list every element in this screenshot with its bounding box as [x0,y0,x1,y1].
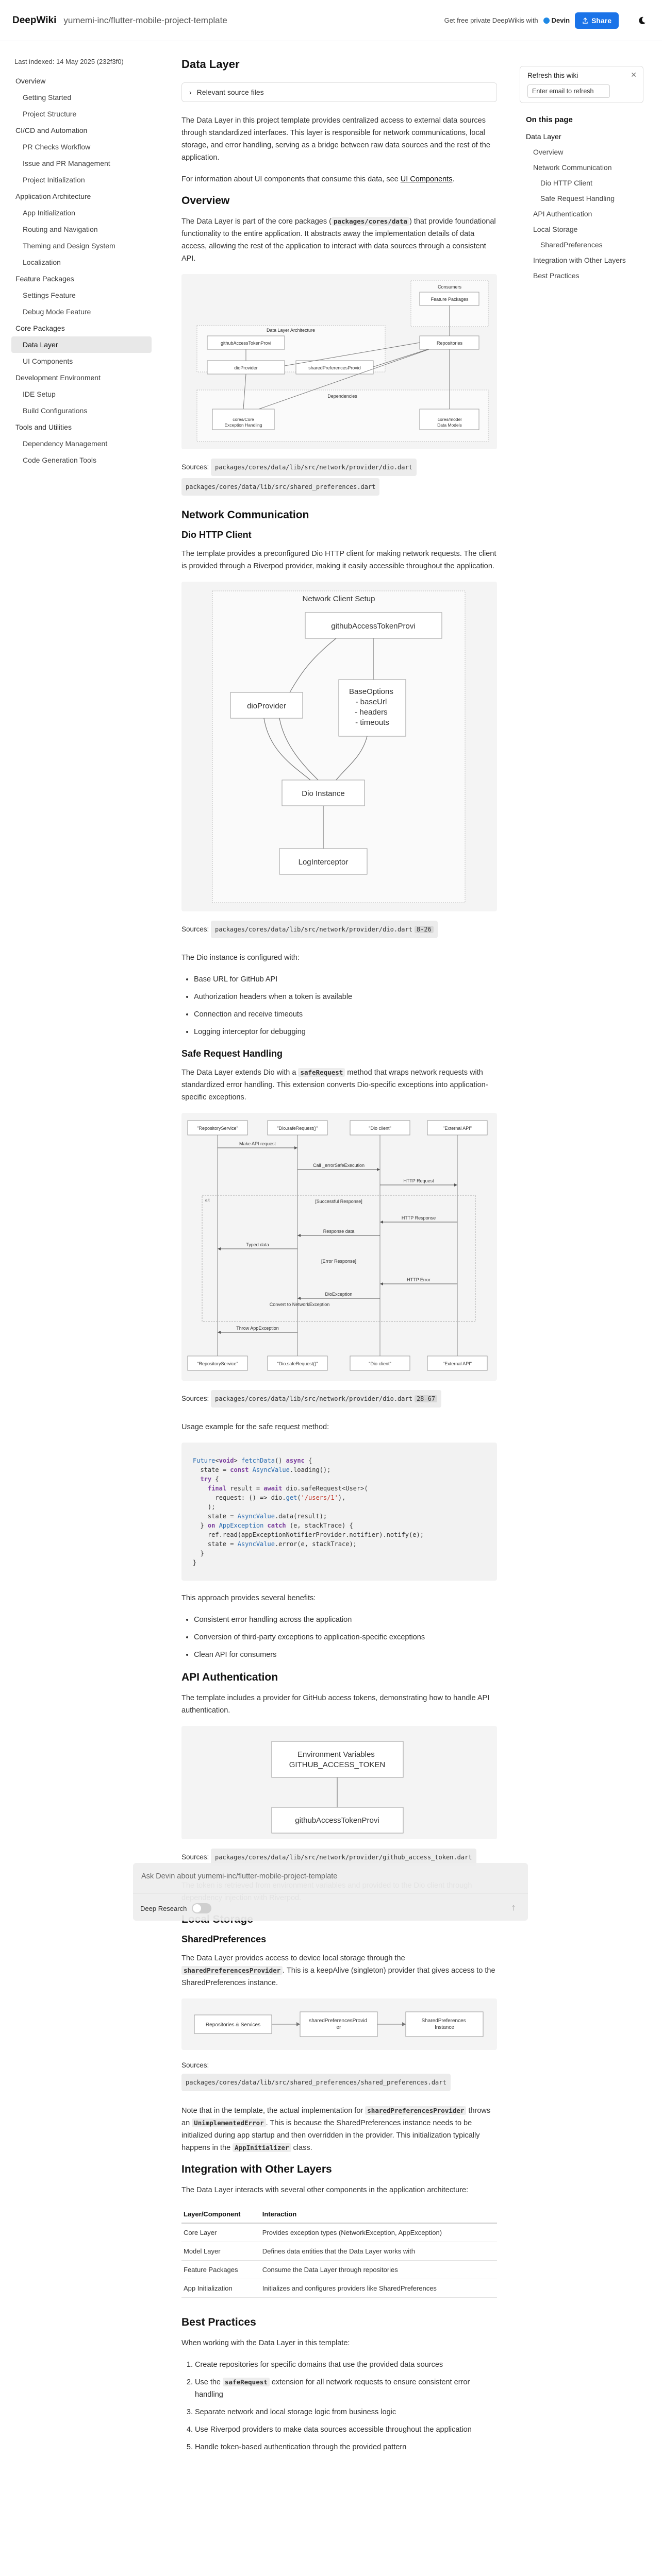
note-code-1: sharedPreferencesProvider [365,2106,466,2115]
deep-research-control [140,1903,211,1913]
list-item: 2. Use the safeRequest extension for all network requests to ensure consistent error handling [195,2376,497,2401]
table-cell: Core Layer [181,2223,260,2242]
table-header: Interaction [260,2206,497,2223]
storage-node-provider: sharedPreferencesProvid er [309,2018,368,2030]
sidebar-item[interactable]: UI Components [23,357,73,365]
overview-text: The Data Layer is part of the core packages ( [181,217,332,226]
note-text: Note that in the template, the actual implementation for [181,2107,366,2115]
seq-actor-bottom: "RepositoryService" [197,1361,238,1366]
diagram-node-cores-core: cores/Core Exception Handling [224,417,262,428]
section-api-auth: API Authentication [181,1671,278,1683]
section-network: Network Communication [181,509,309,521]
list-item: • Conversion of third-party exceptions to application-specific exceptions [194,1631,497,1643]
config-list [194,973,497,1038]
sidebar-item[interactable]: Routing and Navigation [23,225,98,233]
toc-item[interactable]: Dio HTTP Client [540,179,592,187]
refresh-wiki-box [520,66,643,103]
toc-item[interactable]: API Authentication [533,210,592,218]
toc-item[interactable]: SharedPreferences [540,241,603,249]
seq-message: HTTP Error [407,1277,431,1282]
integration-table [181,2206,497,2298]
overview-paragraph [181,215,497,265]
storage-node-instance: SharedPreferences Instance [421,2018,466,2030]
toc-item[interactable]: Overview [533,148,564,156]
sidebar-item[interactable]: Data Layer [11,336,152,353]
safe-text: The Data Layer extends Dio with a [181,1069,299,1077]
toc-item[interactable]: Data Layer [526,132,561,141]
intro2-text: For information about UI components that consume this data, see [181,175,401,183]
brand-logo[interactable]: DeepWiki [12,14,57,26]
network-node-token: githubAccessTokenProvi [331,622,416,631]
seq-actor-top: "External API" [443,1126,472,1131]
sidebar-item[interactable]: Theming and Design System [23,242,115,250]
table-cell: Provides exception types (NetworkException, AppException) [260,2223,497,2242]
storage-diagram [181,1998,497,2050]
sidebar-item[interactable]: Development Environment [15,374,101,382]
note-code-2: UnimplementedError [192,2119,266,2127]
seq-message: HTTP Response [401,1215,436,1221]
repo-name[interactable]: yumemi-inc/flutter-mobile-project-template [63,15,227,25]
network-node-log: LogInterceptor [298,858,349,867]
main-content [181,58,497,2464]
toc-item[interactable]: Safe Request Handling [540,194,615,202]
sidebar-item[interactable]: IDE Setup [23,390,56,398]
safe-paragraph [181,1066,497,1104]
seq-message: Make API request [239,1141,276,1146]
list-item: • Authorization headers when a token is available [194,991,497,1003]
table-row [181,2242,497,2261]
seq-message: Typed data [246,1242,269,1247]
storage-text: The Data Layer provides access to device local storage through the [181,1954,405,1962]
seq-message: Call _errorSafeExecution [312,1163,365,1168]
sidebar-nav [11,73,152,468]
storage-diagram-svg [181,1998,497,2050]
seq-message: [Error Response] [321,1259,357,1264]
benefits-intro: This approach provides several benefits: [181,1594,316,1602]
storage-paragraph [181,1952,497,1989]
table-cell: Feature Packages [181,2261,260,2279]
sidebar-item[interactable]: App Initialization [23,209,75,217]
ask-devin-panel [133,1863,528,1921]
network-client-diagram-svg [181,582,497,911]
seq-message: Throw AppException [236,1326,279,1331]
seq-actor-top: "Dio client" [369,1126,391,1131]
source-chip-range: 8-26 [415,926,434,933]
storage-node-repos: Repositories & Services [205,2022,261,2028]
network-node-base-options: BaseOptions - baseUrl - headers - timeouts [349,687,393,727]
section-shared-prefs: SharedPreferences [181,1934,267,1944]
table-cell: Initializes and configures providers like SharedPreferences [260,2279,497,2298]
diagram-node-cores-model: cores/model Data Models [437,417,462,428]
sidebar-item[interactable]: PR Checks Workflow [23,143,91,151]
table-row [181,2223,497,2242]
overview-sources: Sources: packages/cores/data/lib/src/network/provider/dio.dart packages/cores/data/lib/src/shared_preferences.dart [181,457,497,497]
list-item: • Consistent error handling across the application [194,1614,497,1626]
seq-actor-bottom: "Dio client" [369,1361,391,1366]
chevron-right-icon: › [189,88,192,96]
sequence-diagram-svg [181,1113,497,1381]
sidebar-item[interactable]: Feature Packages [15,275,74,283]
toc-list [526,131,644,281]
note-code-3: AppInitializer [233,2143,291,2152]
source-chip[interactable]: packages/cores/data/lib/src/shared_preferences.dart [181,478,379,496]
section-dio-client: Dio HTTP Client [181,530,252,540]
code-example: Future<void> fetchData() async { state = const AsyncValue.loading(); try { final result = await dio.safeRequest<User>( request: () => dio.get('/users/1'), ); state = AsyncValue.data(result); } on AppException catch (e, stackTrace) { ref.read(appExceptionNotifierProvider.notifier).notify(e); state = AsyncValue.error(e, stackTrace); } } [181,1443,497,1581]
seq-alt-label: alt [205,1198,210,1202]
sidebar-item[interactable]: Settings Feature [23,291,76,299]
list-item: • Logging interceptor for debugging [194,1026,497,1038]
seq-message: Convert to NetworkException [269,1302,330,1307]
note-text-3: . This is because the SharedPreferences instance needs to be initialized during app startup and then overridden in the provider. This initialization typically happens in the [181,2119,480,2152]
source-chip[interactable]: packages/cores/data/lib/src/shared_preferences/shared_preferences.dart [181,2074,451,2091]
sidebar-item[interactable]: Localization [23,258,61,266]
diagram-node-token: githubAccessTokenProvi [220,341,272,346]
sidebar-item[interactable]: Application Architecture [15,192,91,200]
diagram-node-feature-packages: Feature Packages [431,297,469,302]
header-actions [444,12,650,29]
list-item: 5. Handle token-based authentication through the provided pattern [195,2441,497,2453]
intro-link-paragraph: For information about UI components that consume this data, see UI Components. [181,175,455,183]
refresh-email-input[interactable]: Enter email to refresh [527,84,610,98]
table-cell: Consume the Data Layer through repositories [260,2261,497,2279]
note-text-4: class. [291,2144,312,2152]
sidebar-item[interactable]: Project Structure [23,110,77,118]
table-row [181,2261,497,2279]
api-auth-paragraph: The template includes a provider for GitHub access tokens, demonstrating how to handle API authentication. [181,1694,490,1715]
devin-icon [543,18,550,24]
config-intro: The Dio instance is configured with: [181,954,300,962]
seq-actor-top: "Dio.safeRequest()" [277,1126,318,1131]
table-header: Layer/Component [181,2206,260,2223]
overview-text-2: ) that provide foundational functionality to the entire application. It abstracts away the implementation details of data access, allowing the rest of the application to interact with data sources through a consistent API. [181,217,496,263]
dio-paragraph: The template provides a preconfigured Dio HTTP client for making network requests. The client is provided through a Riverpod provider, making it easily accessible throughout the application. [181,550,496,570]
sequence-diagram [181,1113,497,1381]
network-node-dio-provider: dioProvider [247,702,286,710]
storage-note [181,2105,497,2154]
section-integration: Integration with Other Layers [181,2163,332,2175]
storage-code: sharedPreferencesProvider [181,1966,283,1975]
source-chip[interactable] [211,1390,441,1408]
section-overview: Overview [181,195,230,207]
safe-code: safeRequest [298,1068,345,1077]
theme-toggle-button[interactable] [634,13,650,28]
seq-message: [Successful Response] [315,1199,362,1204]
sidebar-item[interactable]: Code Generation Tools [23,456,96,464]
api-auth-diagram-svg [181,1726,497,1839]
sidebar-item[interactable]: CI/CD and Automation [15,126,88,134]
diagram-node-dio-provider: dioProvider [234,365,258,370]
safe-sources: Sources: packages/cores/data/lib/src/network/provider/dio.dart 28-67 [181,1389,497,1409]
close-icon[interactable]: ✕ [631,71,637,79]
devin-label: Devin [551,16,570,24]
sidebar-item[interactable]: Build Configurations [23,406,88,415]
network-diagram-title: Network Client Setup [302,595,375,603]
storage-sources: Sources: packages/cores/data/lib/src/shared_preferences/shared_preferences.dart [181,2058,497,2092]
toc-item[interactable]: Local Storage [533,225,578,233]
seq-message: DioException [325,1292,353,1297]
seq-message: Response data [323,1229,355,1234]
auth-node-token: githubAccessTokenProvi [295,1816,379,1825]
source-chip-range: 28-67 [415,1395,437,1402]
auth-sources: Sources: packages/cores/data/lib/src/network/provider/github_access_token.dart [181,1848,497,1867]
toc-item[interactable]: Network Communication [533,163,612,172]
share-label: Share [591,16,611,25]
deep-research-toggle[interactable] [192,1903,211,1913]
diagram-node-shared-prefs: sharedPreferencesProvid [308,365,361,370]
source-files-label: Relevant source files [196,88,264,96]
seq-actor-bottom: "External API" [443,1361,472,1366]
network-node-dio-instance: Dio Instance [302,789,345,798]
sidebar [11,58,152,468]
auth-node-env: Environment Variables GITHUB_ACCESS_TOKEN [289,1750,386,1769]
note-text-2: throws an [181,2107,491,2127]
architecture-diagram-svg [181,274,497,449]
source-chip-path: packages/cores/data/lib/src/network/provider/dio.dart [215,926,412,933]
diagram-label-architecture: Data Layer Architecture [266,328,316,333]
table-cell: App Initialization [181,2279,260,2298]
storage-text-2: . This is a keepAlive (singleton) provider that gives access to the SharedPreferences instance. [181,1967,495,1987]
toc-item[interactable]: Best Practices [533,272,580,280]
table-of-contents [526,115,644,286]
api-auth-diagram [181,1726,497,1839]
send-icon[interactable]: ↑ [511,1902,516,1912]
sidebar-item[interactable]: Debug Mode Feature [23,308,91,316]
safe-text-2: method that wraps network requests with standardized error handling. This extension converts Dio-specific exceptions into application-specific exceptions. [181,1069,488,1101]
section-safe-request: Safe Request Handling [181,1048,283,1059]
share-icon [582,18,588,24]
toc-item[interactable]: Integration with Other Layers [533,256,626,264]
ui-components-link[interactable]: UI Components [400,175,453,183]
sidebar-item[interactable]: Tools and Utilities [15,423,72,431]
overview-code: packages/cores/data [332,217,409,226]
table-cell: Model Layer [181,2242,260,2261]
architecture-diagram [181,274,497,449]
sidebar-item[interactable]: Core Packages [15,324,65,332]
sidebar-item[interactable]: Overview [15,77,46,85]
list-item: 3. Separate network and local storage logic from business logic [195,2406,497,2418]
last-indexed: Last indexed: 14 May 2025 (232f3f0) [14,58,124,65]
table-row [181,2279,497,2298]
share-button[interactable] [575,12,619,29]
usage-intro: Usage example for the safe request method: [181,1423,329,1431]
benefits-list [194,1614,497,1661]
seq-actor-top: "RepositoryService" [197,1126,238,1131]
list-item: • Base URL for GitHub API [194,973,497,986]
deep-research-label: Deep Research [140,1904,187,1912]
sidebar-item[interactable]: Getting Started [23,93,72,101]
list-item: 1. Create repositories for specific domains that use the provided data sources [195,2359,497,2371]
integration-paragraph: The Data Layer interacts with several other components in the application architecture: [181,2186,469,2194]
ask-devin-input[interactable]: Ask Devin about yumemi-inc/flutter-mobile-project-template [141,1872,338,1880]
network-client-diagram [181,582,497,911]
toc-title: On this page [526,115,573,124]
refresh-title: Refresh this wiki [527,72,578,79]
cta-text[interactable]: Get free private DeepWikis with [444,16,538,24]
diagram-node-repositories: Repositories [436,341,463,346]
sidebar-item[interactable]: Issue and PR Management [23,159,110,167]
top-bar [0,0,662,41]
source-chip[interactable]: packages/cores/data/lib/src/network/provider/github_access_token.dart [211,1849,476,1866]
seq-actor-bottom: "Dio.safeRequest()" [277,1361,318,1366]
source-chip[interactable]: packages/cores/data/lib/src/network/provider/dio.dart [211,459,417,476]
list-item: • Connection and receive timeouts [194,1008,497,1021]
best-code: safeRequest [223,2378,270,2386]
table-cell: Defines data entities that the Data Layer works with [260,2242,497,2261]
best-paragraph: When working with the Data Layer in this template: [181,2339,350,2347]
best-practices-list [195,2359,497,2453]
moon-icon [637,16,647,25]
diagram-label-dependencies: Dependencies [327,394,357,399]
network-sources: Sources: packages/cores/data/lib/src/network/provider/dio.dart 8-26 [181,920,497,939]
source-chip-path: packages/cores/data/lib/src/network/provider/dio.dart [215,1395,412,1402]
page-title: Data Layer [181,58,240,71]
seq-message: HTTP Request [403,1178,434,1183]
diagram-label-consumers: Consumers [437,284,462,290]
devin-link[interactable] [543,16,570,24]
relevant-source-files-toggle[interactable] [181,82,497,102]
list-item: • Clean API for consumers [194,1649,497,1661]
intro-paragraph: The Data Layer in this project template provides centralized access to external data sources through standardized interfaces. This layer is responsible for network communications, local storage, and error handling, serving as a bridge between raw data sources and the rest of the application. [181,116,490,162]
source-chip[interactable] [211,921,438,938]
list-item: 4. Use Riverpod providers to make data sources accessible throughout the application [195,2424,497,2436]
sidebar-item[interactable]: Project Initialization [23,176,85,184]
sidebar-item[interactable]: Dependency Management [23,439,108,448]
section-best-practices: Best Practices [181,2316,256,2328]
